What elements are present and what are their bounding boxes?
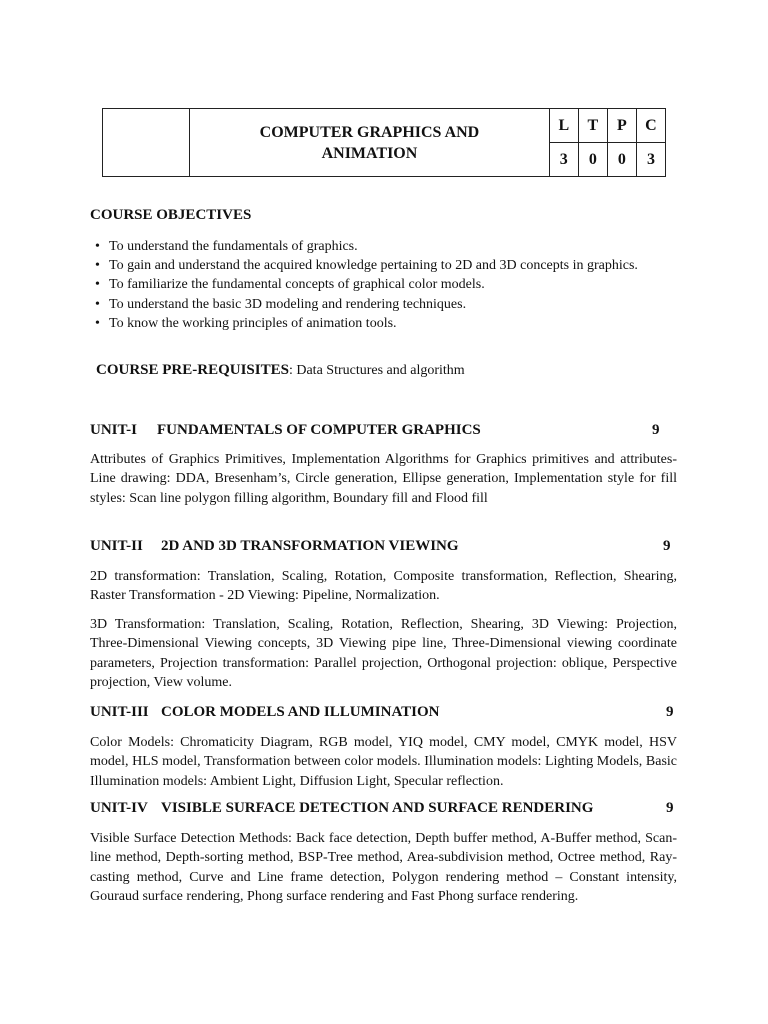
objective-item: • To familiarize the fundamental concepts of graphical color models.: [93, 275, 638, 294]
course-title-cell: [190, 109, 550, 177]
unit-hours: 9: [666, 704, 674, 720]
unit-heading: [90, 422, 680, 442]
objective-item: • To gain and understand the acquired knowledge pertaining to 2D and 3D concepts in graphics.: [93, 256, 638, 275]
ltpc-value-t: 0: [578, 143, 607, 177]
course-header-table: [102, 108, 666, 177]
ltpc-value-c: 3: [636, 143, 665, 177]
ltpc-header-l: L: [549, 109, 578, 143]
ltpc-value-l: 3: [549, 143, 578, 177]
unit-code: UNIT-II: [90, 538, 143, 554]
ltpc-header-t: T: [578, 109, 607, 143]
unit-title: COLOR MODELS AND ILLUMINATION: [161, 704, 440, 720]
unit-heading: [90, 704, 680, 724]
course-code-cell: [103, 109, 190, 177]
objective-item: • To understand the basic 3D modeling and rendering techniques.: [93, 295, 638, 314]
unit-hours: 9: [666, 800, 674, 816]
ltpc-value-p: 0: [607, 143, 636, 177]
course-title-line-2: ANIMATION: [321, 144, 418, 162]
unit-description: Attributes of Graphics Primitives, Implementation Algorithms for Graphics primitives and attributes-Line drawing: DDA, Bresenham’s, Circle generation, Ellipse generation, Implementation style for fill styles: Scan line polygon filling algorithm, Boundary fill and Flood fill: [90, 452, 677, 506]
objectives-heading: COURSE OBJECTIVES: [90, 207, 252, 223]
objective-item: • To understand the fundamentals of graphics.: [93, 237, 638, 256]
unit-description: 3D Transformation: Translation, Scaling, Rotation, Reflection, Shearing, 3D Viewing: Projection, Three-Dimensional Viewing concepts, 3D Viewing pipe line, Three-Dimensional viewing coordinate parameters, Projection transformation: Parallel projection, Orthogonal projection: oblique, Perspective projection, View volume.: [90, 617, 677, 690]
unit-title: VISIBLE SURFACE DETECTION AND SURFACE RENDERING: [161, 800, 594, 816]
unit-heading: [90, 538, 680, 558]
unit-title: FUNDAMENTALS OF COMPUTER GRAPHICS: [157, 422, 481, 438]
ltpc-header-p: P: [607, 109, 636, 143]
unit-code: UNIT-III: [90, 704, 149, 720]
unit-title: 2D AND 3D TRANSFORMATION VIEWING: [161, 538, 459, 554]
course-title-line-1: COMPUTER GRAPHICS AND: [259, 123, 480, 141]
prerequisites: [96, 362, 465, 379]
unit-hours: 9: [663, 538, 671, 554]
prerequisites-label: COURSE PRE-REQUISITES: [96, 362, 289, 378]
unit-description: 2D transformation: Translation, Scaling, Rotation, Composite transformation, Reflection, Shearing, Raster Transformation - 2D Viewing: Pipeline, Normalization.: [90, 569, 677, 604]
unit-hours: 9: [652, 422, 660, 438]
objectives-list: [93, 237, 638, 333]
unit-code: UNIT-I: [90, 422, 137, 438]
unit-description: Color Models: Chromaticity Diagram, RGB model, YIQ model, CMY model, CMYK model, HSV model, HLS model, Transformation between color models. Illumination models: Lighting Models, Basic Illumination models: Ambient Light, Diffusion Light, Specular reflection.: [90, 735, 677, 789]
prerequisites-value: : Data Structures and algorithm: [288, 363, 465, 378]
unit-description: Visible Surface Detection Methods: Back face detection, Depth buffer method, A-Buffer method, Scan-line method, Depth-sorting method, BSP-Tree method, Area-subdivision method, Octree method, Ray-casting method, Curve and Line frame detection, Polygon rendering method – Constant intensity, Gouraud surface rendering, Phong surface rendering and Fast Phong surface rendering.: [90, 831, 677, 904]
unit-code: UNIT-IV: [90, 800, 148, 816]
unit-heading: [90, 800, 680, 820]
ltpc-header-c: C: [636, 109, 665, 143]
objective-item: • To know the working principles of animation tools.: [93, 314, 638, 333]
